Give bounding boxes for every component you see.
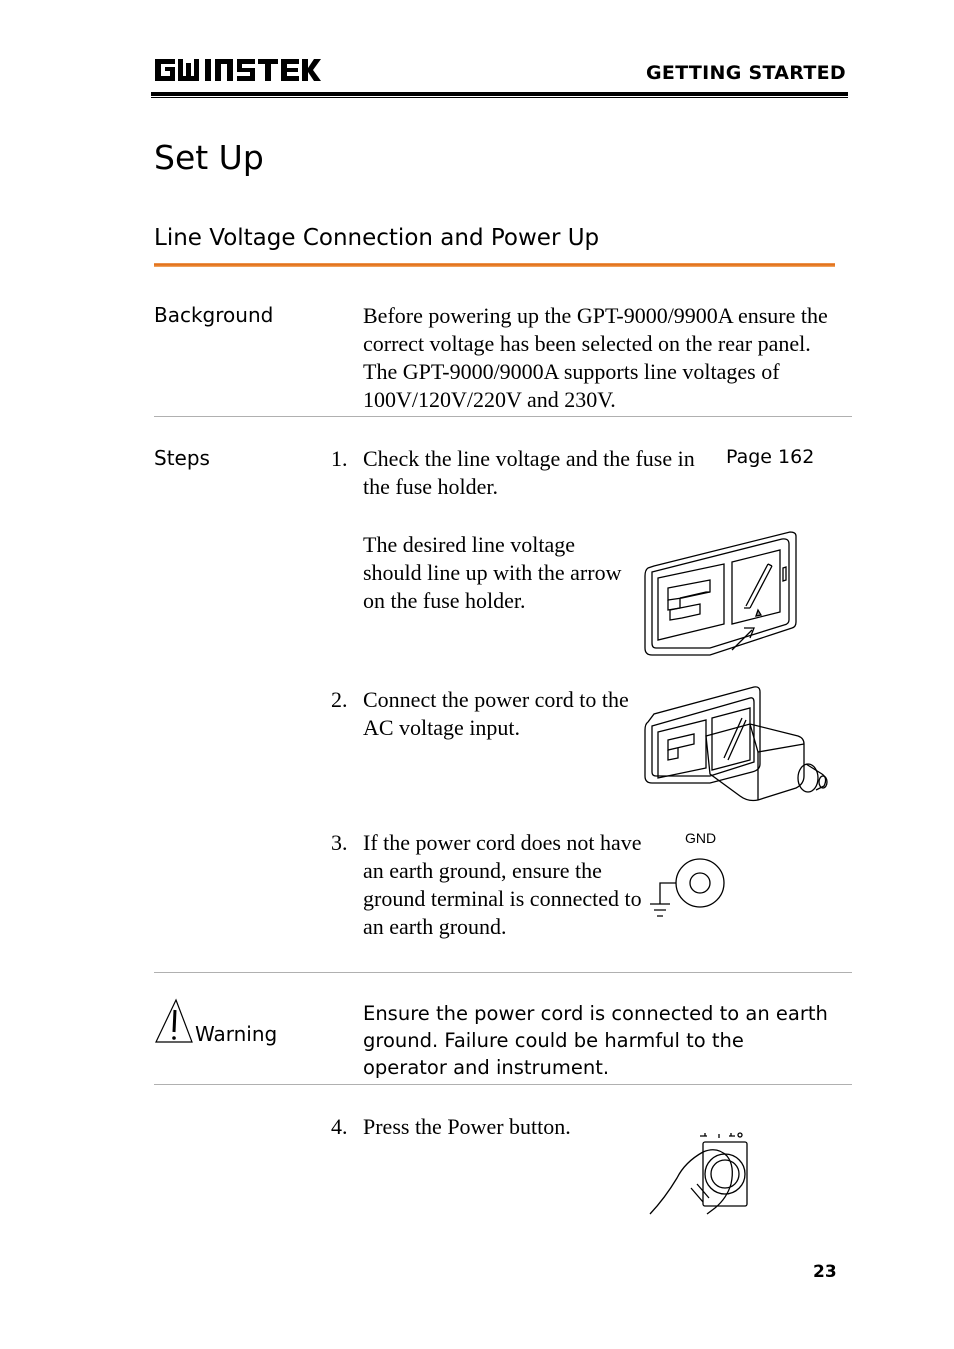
power-cord-figure — [640, 684, 835, 804]
step-detail: The desired line voltage should line up with the arrow on the fuse holder. — [363, 532, 622, 613]
warning-text: Ensure the power cord is connected to an earth ground. Failure could be harmful to the operator and instrument. — [363, 1002, 828, 1079]
page-number: 23 — [813, 1262, 837, 1282]
section-title: GETTING STARTED — [646, 62, 846, 84]
row-divider — [154, 972, 852, 973]
subsection-rule — [154, 263, 835, 267]
step-number: 3. — [331, 830, 348, 855]
steps-label: Steps — [154, 446, 210, 470]
step-number: 4. — [331, 1114, 348, 1139]
page-reference: Page 162 — [726, 446, 815, 468]
step-text: Connect the power cord to the AC voltage input. — [363, 687, 629, 740]
background-label: Background — [154, 303, 274, 327]
step-number: 2. — [331, 687, 348, 712]
row-divider — [154, 1084, 852, 1085]
warning-icon — [154, 998, 194, 1044]
step-text: Press the Power button. — [363, 1114, 571, 1139]
power-button-figure — [645, 1126, 755, 1218]
header-rule-thin — [151, 97, 848, 98]
header-rule — [151, 92, 848, 96]
gnd-label: GND — [685, 830, 717, 846]
step-number: 1. — [331, 446, 348, 471]
ground-terminal-figure — [648, 856, 728, 922]
fuse-holder-figure — [640, 528, 800, 658]
subsection-title: Line Voltage Connection and Power Up — [154, 225, 600, 251]
warning-label: Warning — [195, 1022, 278, 1046]
background-text: Before powering up the GPT-9000/9900A ensure the correct voltage has been selected on the rear panel. The GPT-9000/9000A supports line voltages of 100V/120V/220V and 230V. — [363, 303, 828, 412]
row-divider — [154, 416, 852, 417]
step-text: If the power cord does not have an earth ground, ensure the ground terminal is connected to an earth ground. — [363, 830, 642, 939]
gw-instek-logo — [153, 55, 323, 85]
step-text: Check the line voltage and the fuse in the fuse holder. — [363, 446, 695, 499]
page-title: Set Up — [154, 138, 264, 177]
